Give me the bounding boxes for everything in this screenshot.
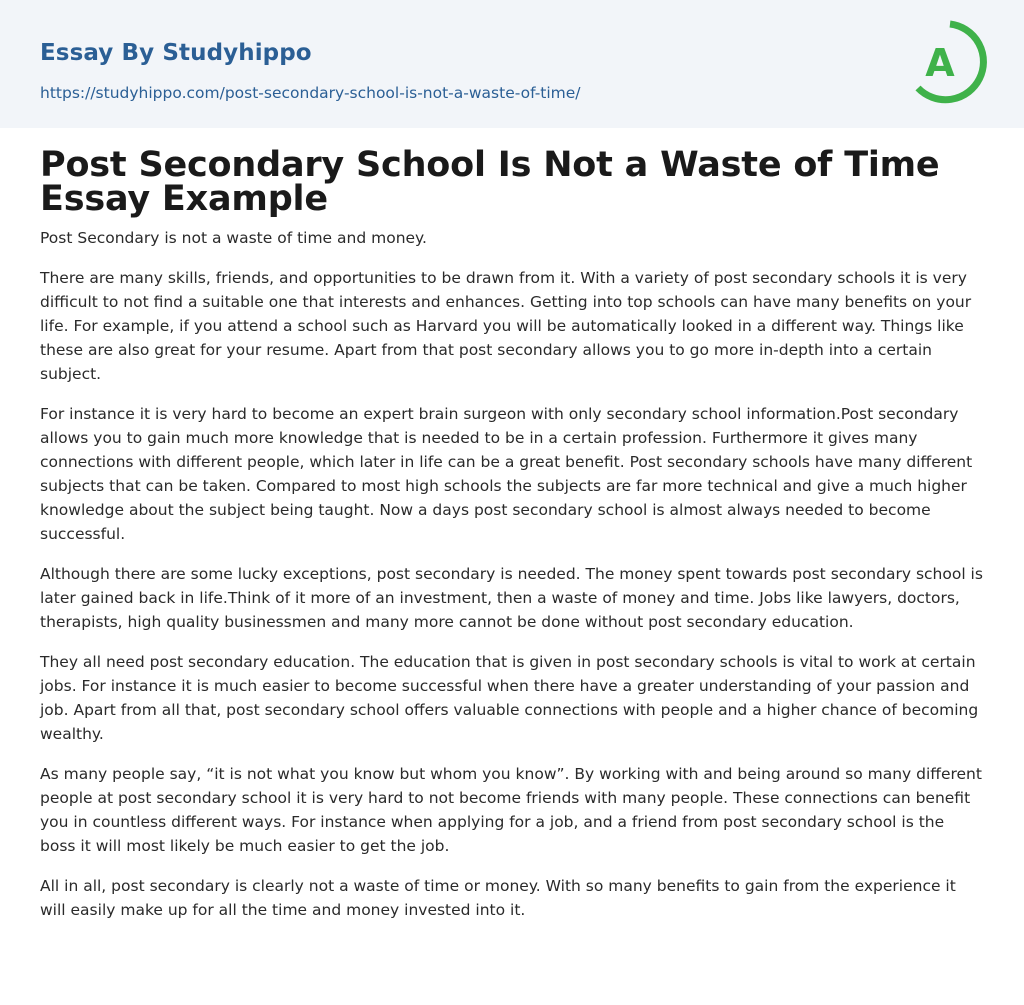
brand-title[interactable]: Essay By Studyhippo bbox=[40, 40, 312, 66]
logo-letter: A bbox=[925, 41, 955, 85]
source-url-link[interactable]: https://studyhippo.com/post-secondary-school-is-not-a-waste-of-time/ bbox=[40, 84, 581, 102]
paragraph-3: For instance it is very hard to become an expert brain surgeon with only secondary school information.Post secondary allows you to gain much more knowledge that is needed to be in a certain profession. Furthermore it gives many connections with different people, which later in life can be a great benefit. Post secondary schools have many different subjects that can be taken. Compared to most high schools the subjects are far more technical and give a much higher knowledge about the subject being taught. Now a days post secondary school is almost always needed to become successful. bbox=[40, 405, 973, 543]
article bbox=[0, 128, 1024, 922]
studyhippo-logo-icon[interactable] bbox=[912, 18, 988, 106]
paragraph-1: Post Secondary is not a waste of time and money. bbox=[40, 229, 427, 247]
paragraph-2: There are many skills, friends, and opportunities to be drawn from it. With a variety of post secondary schools it is very difficult to not find a suitable one that interests and enhances. Getting into top schools can have many benefits on your life. For example, if you attend a school such as Harvard you will be automatically looked in a different way. Things like these are also great for your resume. Apart from that post secondary allows you to go more in-depth into a certain subject. bbox=[40, 269, 972, 383]
site-header bbox=[0, 0, 1024, 128]
page-title: Post Secondary School Is Not a Waste of Time Essay Example bbox=[40, 145, 940, 219]
paragraph-5: They all need post secondary education. The education that is given in post secondary schools is vital to work at certain jobs. For instance it is much easier to become successful when there have a greater understanding of your passion and job. Apart from all that, post secondary school offers valuable connections with people and a higher chance of becoming wealthy. bbox=[40, 653, 979, 743]
paragraph-7: All in all, post secondary is clearly not a waste of time or money. With so many benefits to gain from the experience it will easily make up for all the time and money invested into it. bbox=[40, 877, 956, 919]
paragraph-6: As many people say, “it is not what you know but whom you know”. By working with and being around so many different people at post secondary school it is very hard to not become friends with many people. These connections can benefit you in countless different ways. For instance when applying for a job, and a friend from post secondary school is the boss it will most likely be much easier to get the job. bbox=[40, 765, 982, 855]
paragraph-4: Although there are some lucky exceptions, post secondary is needed. The money spent towards post secondary school is later gained back in life.Think of it more of an investment, then a waste of money and time. Jobs like lawyers, doctors, therapists, high quality businessmen and many more cannot be done without post secondary education. bbox=[40, 565, 983, 631]
